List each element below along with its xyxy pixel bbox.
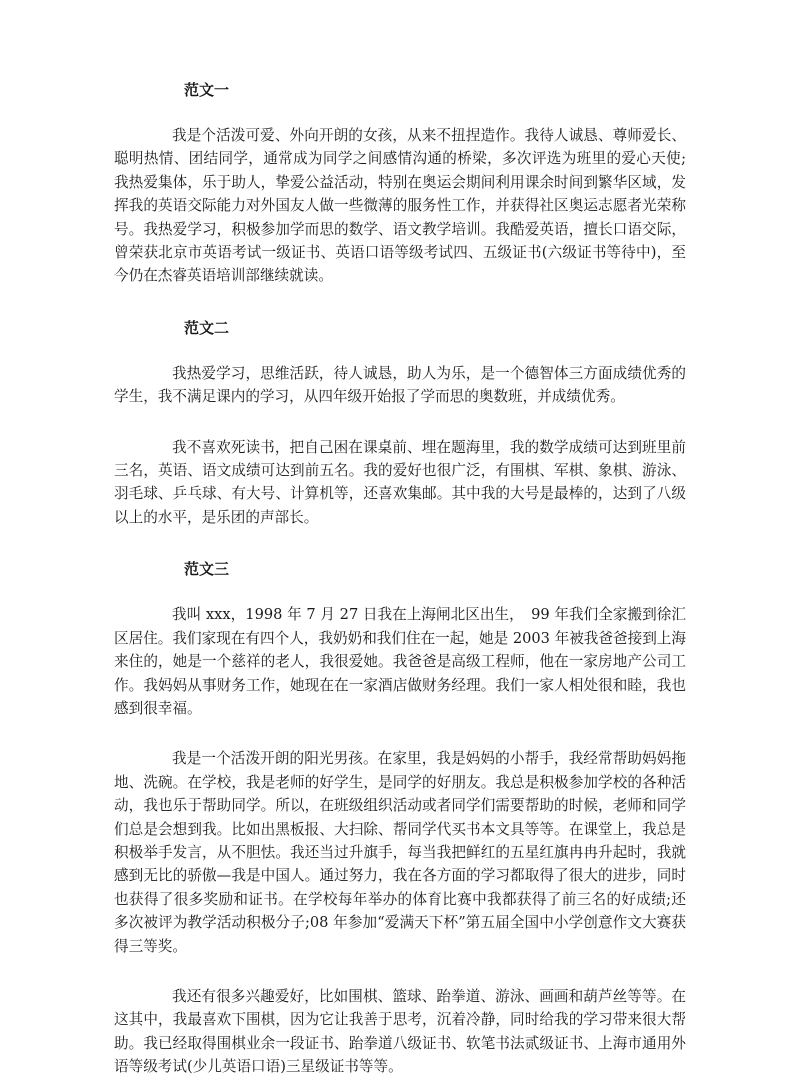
section-heading: 范文一 (184, 81, 230, 99)
section-2 (114, 316, 686, 529)
paragraph: 我叫 xxx，1998 年 7 月 27 日我在上海闸北区出生， 99 年我们全家搬到徐汇区居住。我们家现在有四个人，我奶奶和我们住在一起，她是 2003 年被我爸爸接到上海来住的，她是一个慈祥的老人，我很爱她。我爸爸是高级工程师，他在一家房地产公司工作。我妈妈从事财务工作，她现在在一家酒店做财务经理。我们一家人相处很和睦，我也感到很幸福。 (114, 606, 686, 717)
paragraph: 我热爱学习，思维活跃，待人诚恳，助人为乐，是一个德智体三方面成绩优秀的学生，我不满足课内的学习，从四年级开始报了学而思的奥数班，并成绩优秀。 (114, 364, 686, 406)
paragraph: 我是个活泼可爱、外向开朗的女孩，从来不扭捏造作。我待人诚恳、尊师爱长、聪明热情、团结同学，通常成为同学之间感情沟通的桥梁，多次评选为班里的爱心天使;我热爱集体，乐于助人，挚爱公益活动，特别在奥运会期间利用课余时间到繁华区域，发挥我的英语交际能力对外国友人做一些微薄的服务性工作，并获得社区奥运志愿者光荣称号。我热爱学习，积极参加学而思的数学、语文教学培训。我酷爱英语，擅长口语交际，曾荣获北京市英语考试一级证书、英语口语等级考试四、五级证书(六级证书等待中)，至今仍在杰睿英语培训部继续就读。 (114, 127, 686, 285)
section-heading: 范文三 (184, 560, 230, 579)
paragraph: 我不喜欢死读书，把自己困在课桌前、埋在题海里，我的数学成绩可达到班里前三名，英语、语文成绩可达到前五名。我的爱好也很广泛，有围棋、军棋、象棋、游泳、羽毛球、乒乓球、有大号、计算机等，还喜欢集邮。其中我的大号是最棒的，达到了八级以上的水平，是乐团的声部长。 (114, 438, 686, 526)
section-3 (114, 557, 686, 1078)
paragraph: 我还有很多兴趣爱好，比如围棋、篮球、跆拳道、游泳、画画和葫芦丝等等。在这其中，我最喜欢下围棋，因为它让我善于思考，沉着冷静，同时给我的学习带来很大帮助。我已经取得围棋业余一段证书、跆拳道八级证书、软笔书法贰级证书、上海市通用外语等级考试(少儿英语口语)三星级证书等等。 (114, 987, 686, 1076)
paragraph: 我是一个活泼开朗的阳光男孩。在家里，我是妈妈的小帮手，我经常帮助妈妈拖地、洗碗。在学校，我是老师的好学生，是同学的好朋友。我总是积极参加学校的各种活动，我也乐于帮助同学。所以，在班级组织活动或者同学们需要帮助的时候，老师和同学们总是会想到我。比如出黑板报、大扫除、帮同学代买书本文具等等。在课堂上，我总是积极举手发言，从不胆怯。我还当过升旗手，每当我把鲜红的五星红旗冉冉升起时，我就感到无比的骄傲—我是中国人。通过努力，我在各方面的学习都取得了很大的进步，同时也获得了很多奖励和证书。在学校每年举办的体育比赛中我都获得了前三名的好成绩;还多次被评为教学活动积极分子;08 年参加“爱满天下杯”第五届全国中小学创意作文大赛获得三等奖。 (114, 750, 686, 955)
document-page (114, 78, 686, 1079)
section-heading: 范文二 (184, 318, 230, 337)
section-1 (114, 78, 686, 288)
